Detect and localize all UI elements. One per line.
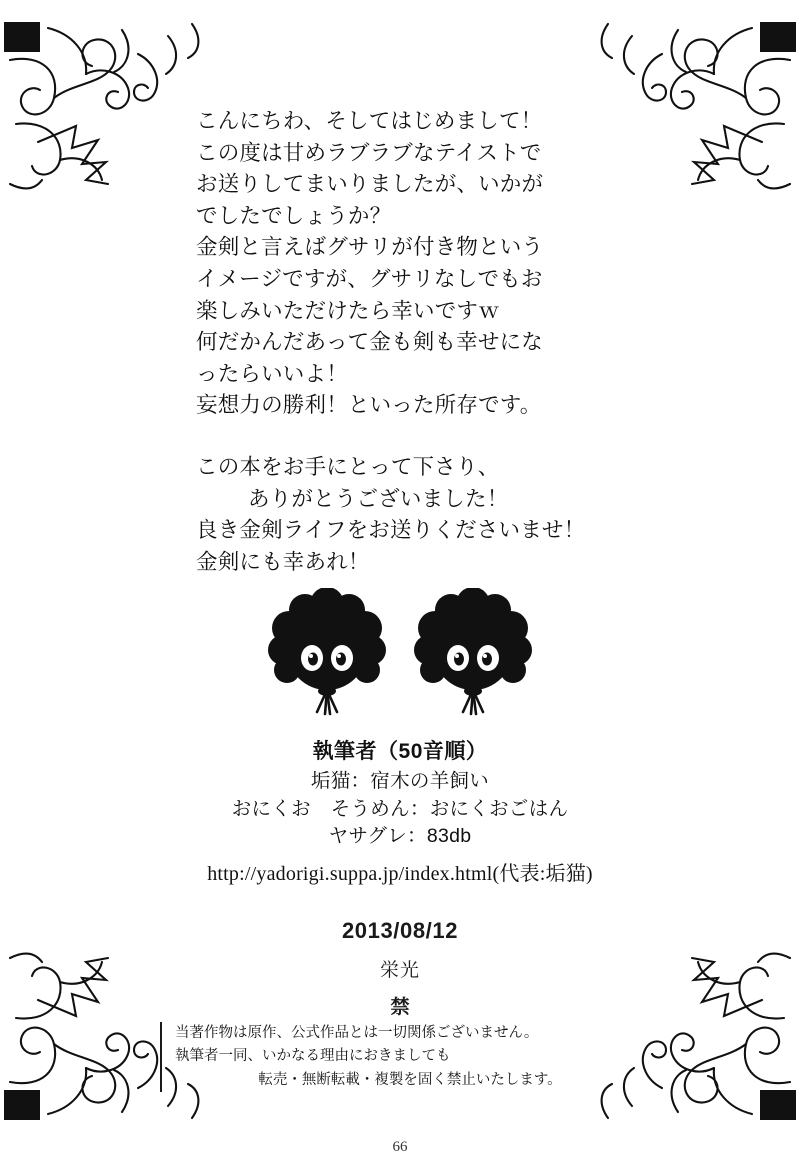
circle-website-url[interactable]: http://yadorigi.suppa.jp/index.html(代表:垢猫) bbox=[207, 863, 593, 886]
afterword-line: ったらいいよ！ bbox=[196, 361, 348, 386]
page-number: 66 bbox=[392, 1139, 408, 1155]
publication-date: 2013/08/12 bbox=[341, 918, 459, 943]
afterword-line: 何だかんだあって金も剣も幸せにな bbox=[196, 330, 543, 355]
legal-line: 転売・無断転載・複製を固く禁止いたします。 bbox=[258, 1071, 562, 1088]
afterword-line: イメージですが、グサリなしでもお bbox=[196, 266, 543, 291]
afterword-line: 金剣と言えばグサリが付き物という bbox=[196, 235, 544, 260]
credits-block bbox=[0, 735, 800, 886]
chibi-character-right-icon bbox=[403, 588, 543, 728]
chibi-character-left-icon bbox=[257, 588, 397, 728]
afterword-line: お送りしてまいりましたが、いかが bbox=[196, 172, 544, 197]
legal-line: 執筆者一同、いかなる理由におきましても bbox=[175, 1048, 451, 1065]
afterword-closing-line: 良き金剣ライフをお送りくださいませ！ bbox=[196, 518, 586, 543]
afterword-line: こんにちわ、そしてはじめまして！ bbox=[196, 109, 543, 133]
circle-mark: 禁 bbox=[390, 997, 410, 1018]
afterword-line: でしたでしょうか？ bbox=[196, 203, 392, 228]
afterword-closing-line: ありがとうございました！ bbox=[248, 486, 509, 511]
credits-entry: 垢猫：宿木の羊飼い bbox=[310, 770, 490, 792]
afterword-closing-line: この本をお手にとって下さり、 bbox=[196, 454, 500, 479]
paragraph-gap bbox=[196, 422, 616, 452]
afterword-line: 楽しみいただけたら幸いですｗ bbox=[196, 298, 500, 323]
legal-notice bbox=[160, 1022, 645, 1092]
credits-heading: 執筆者（50音順） bbox=[312, 740, 488, 763]
credits-entry: おにくお そうめん：おにくおごはん bbox=[231, 797, 569, 820]
legal-line: 当著作物は原作、公式作品とは一切関係ございません。 bbox=[175, 1025, 539, 1041]
circle-name: 栄光 bbox=[379, 960, 420, 981]
chibi-illustration bbox=[0, 588, 800, 728]
afterword-line: この度は甘めラブラブなテイストで bbox=[196, 140, 542, 165]
afterword-text bbox=[196, 106, 616, 578]
credits-entry: ヤサグレ：83db bbox=[328, 825, 472, 848]
afterword-line: 妄想力の勝利！といった所存です。 bbox=[196, 393, 542, 418]
afterword-closing-line: 金剣にも幸あれ！ bbox=[196, 549, 370, 574]
